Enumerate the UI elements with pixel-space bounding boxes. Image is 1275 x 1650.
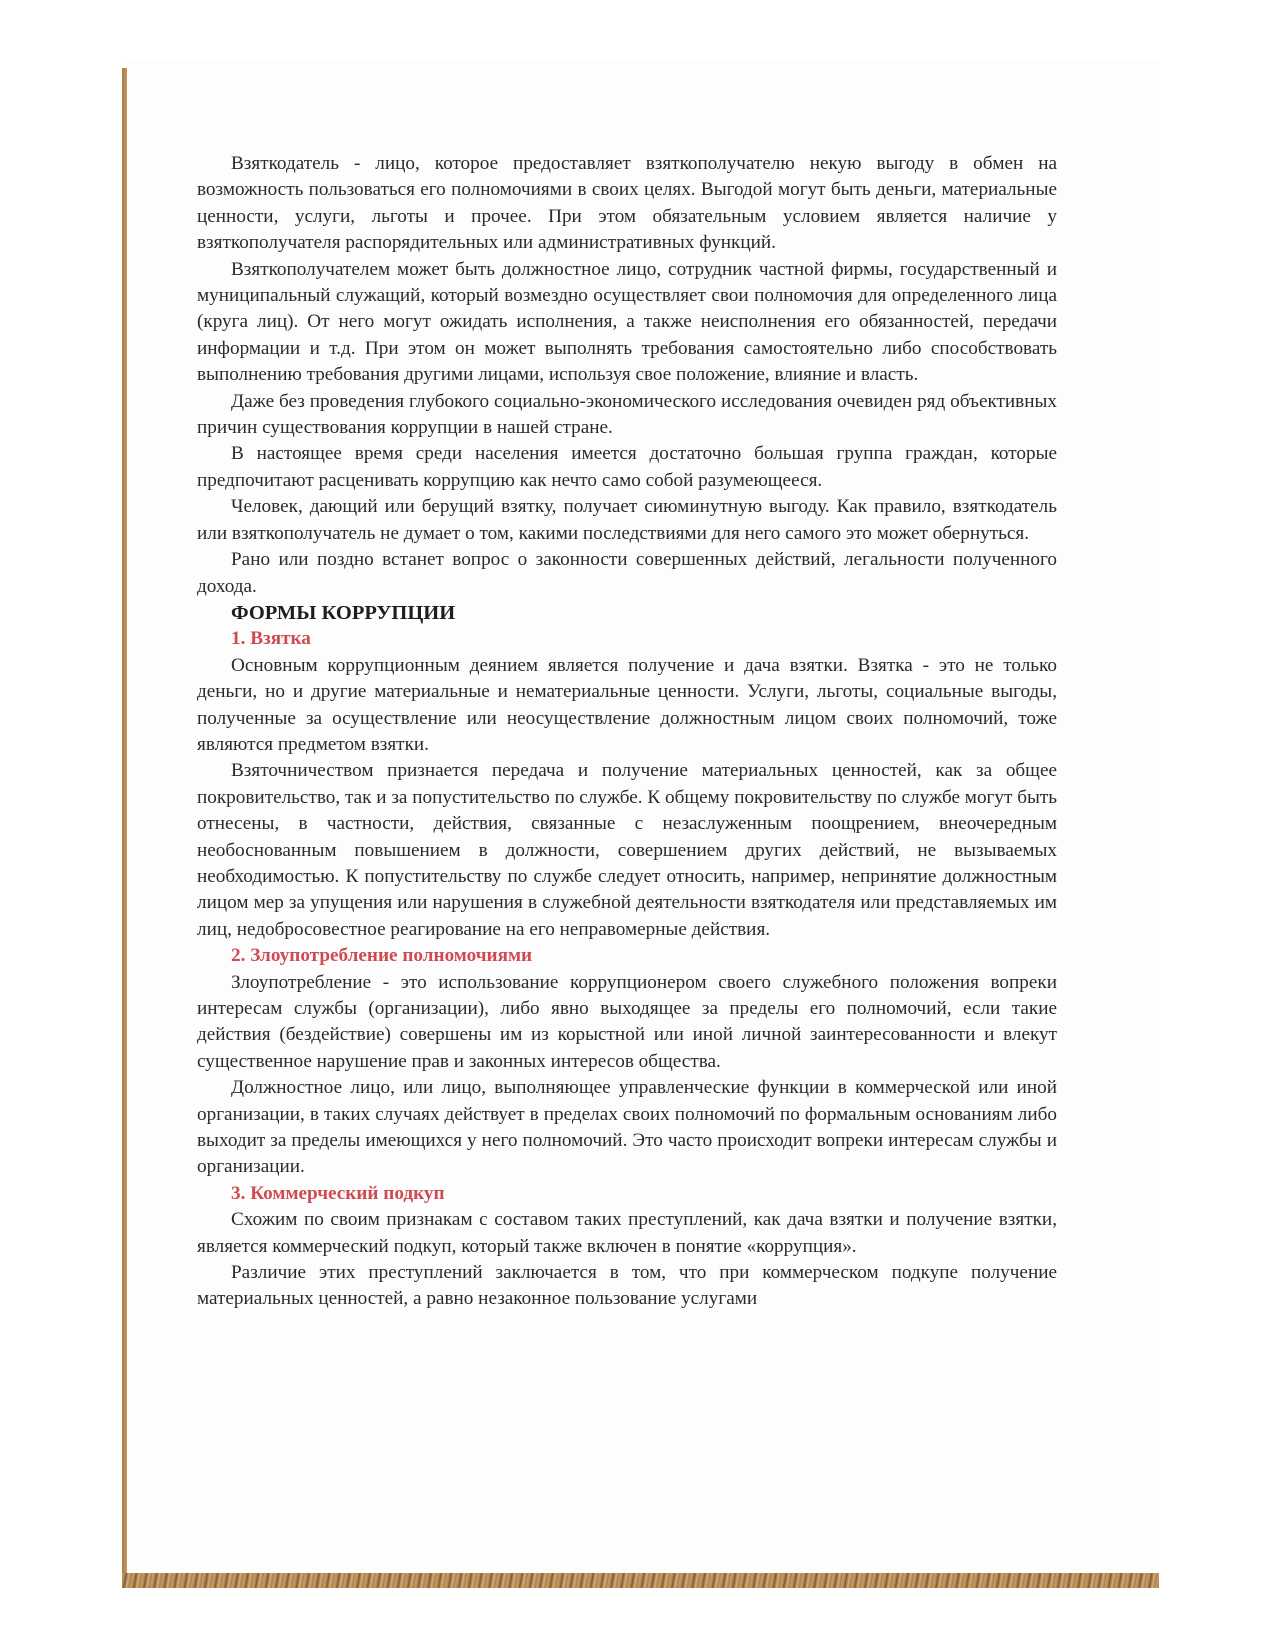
document-body [197,151,1057,1313]
section-title-forms-of-corruption: ФОРМЫ КОРРУПЦИИ [231,601,456,624]
paragraph-abuse-definition: Злоупотребление - это использование коррупционером своего служебного положения вопреки интересам службы (организации), либо явно выходящее за пределы его полномочий, если такие действия (бездействие) совершены им из корыстной или иной личной заинтересованности и влекут существенное нарушение прав и законных интересов общества. [197,971,1057,1072]
paragraph-bribe-taker: Взяткополучателем может быть должностное лицо, сотрудник частной фирмы, государственный и муниципальный служащий, который возмездно осуществляет свои полномочия для определенного лица (круга лиц). От него могут ожидать исполнения, а также неисполнения его обязанностей, передачи информации и т.д. При этом он может выполнять требования самостоятельно либо способствовать выполнению требования другими лицами, используя свое положение, влияние и власть. [197,258,1057,386]
wooden-table-edge-bottom [122,1573,1159,1588]
paragraph-legality-question: Рано или поздно встанет вопрос о законности совершенных действий, легальности полученного дохода. [197,549,1057,597]
paragraph-momentary-gain: Человек, дающий или берущий взятку, получает сиюминутную выгоду. Как правило, взяткодатель или взяткополучатель не думает о том, какими последствиями для него самого это может обернуться. [197,496,1057,544]
paragraph-objective-causes: Даже без проведения глубокого социально-экономического исследования очевиден ряд объективных причин существования коррупции в нашей стране. [197,390,1057,439]
subheading-bribe: 1. Взятка [231,628,311,650]
subheading-abuse-of-authority: 2. Злоупотребление полномочиями [231,945,533,967]
subheading-commercial-bribery: 3. Коммерческий подкуп [231,1182,445,1204]
paragraph-bribery: Взяточничеством признается передача и получение материальных ценностей, как за общее покровительство, так и за попустительство по службе. К общему покровительству по службе могут быть отнесены, в частности, действия, связанные с незаслуженным поощрением, внеочередным необоснованным повышением в должности, совершением других действий, не вызываемых необходимостью. К попустительству по службе следует относить, например, непринятие должностным лицом мер за упущения или нарушения в служебной деятельности взяткодателя или представляемых им лиц, недобросовестное реагирование на его неправомерные действия. [197,760,1057,940]
paragraph-official-acts: Должностное лицо, или лицо, выполняющее управленческие функции в коммерческой или иной организации, в таких случаях действует в пределах своих полномочий по формальным основаниям либо выходит за пределы имеющихся у него полномочий. Это часто происходит вопреки интересам службы и организации. [197,1077,1057,1178]
paragraph-bribe-giver: Взяткодатель - лицо, которое предоставляет взяткополучателю некую выгоду в обмен на возможность пользоваться его полномочиями в своих целях. Выгодой могут быть деньги, материальные ценности, услуги, льготы и прочее. При этом обязательным условием является наличие у взяткополучателя распорядительных или административных функций. [197,153,1057,254]
paragraph-bribe-definition: Основным коррупционным деянием является получение и дача взятки. Взятка - это не только деньги, но и другие материальные и нематериальные ценности. Услуги, льготы, социальные выгоды, полученные за осуществление или неосуществление должностным лицом своих полномочий, тоже являются предметом взятки. [197,654,1057,755]
paragraph-difference: Различие этих преступлений заключается в том, что при коммерческом подкупе получение материальных ценностей, а равно незаконное пользование услугами [197,1262,1057,1310]
paragraph-citizens-group: В настоящее время среди населения имеется достаточно большая группа граждан, которые предпочитают расценивать коррупцию как нечто само собой разумеющееся. [197,443,1057,491]
paragraph-commercial-bribery: Схожим по своим признакам с составом таких преступлений, как дача взятки и получение взятки, является коммерческий подкуп, который также включен в понятие «коррупция». [197,1209,1057,1257]
